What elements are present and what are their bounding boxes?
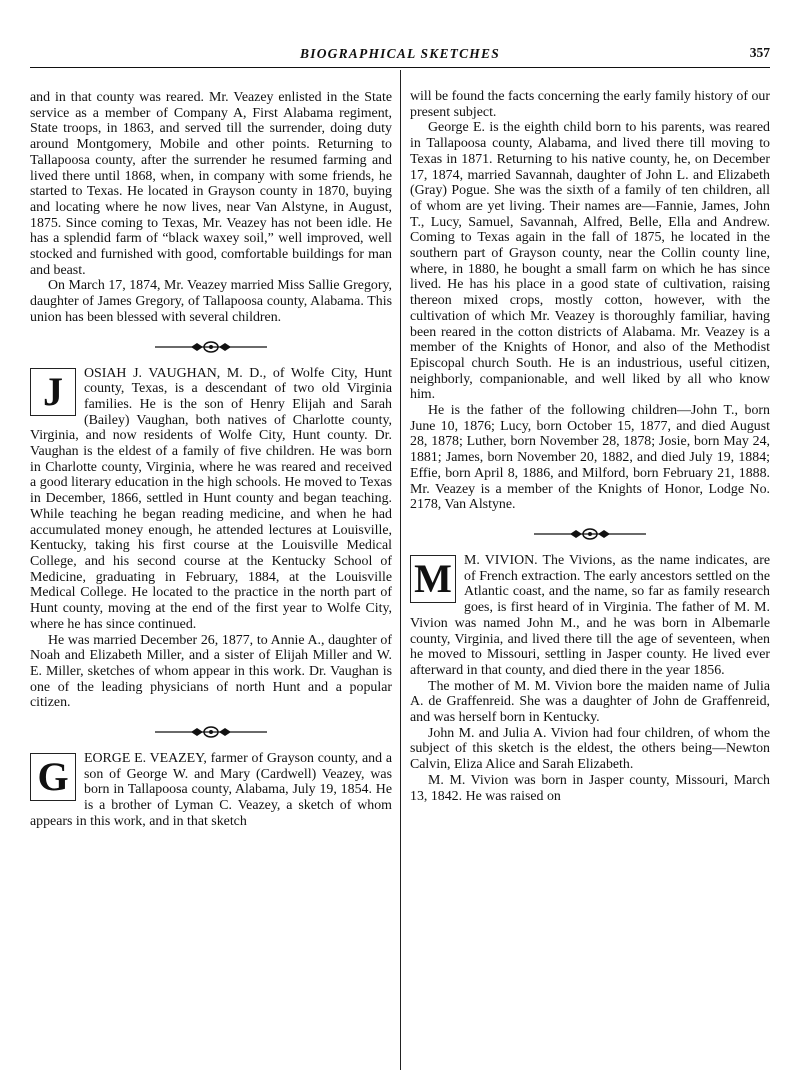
page-header	[30, 44, 770, 66]
paragraph: M. M. Vivion was born in Jasper county, Missouri, March 13, 1842. He was raised on	[410, 772, 770, 804]
drop-cap: M	[410, 555, 456, 603]
section-ornament	[410, 519, 770, 549]
paragraph: will be found the facts concerning the early family history of our present subject.	[410, 89, 770, 120]
header-rule	[30, 67, 770, 68]
paragraph: He was married December 26, 1877, to Annie A., daughter of Noah and Elizabeth Miller, and a sister of Elijah Miller and W. E. Miller, sketches of whom appear in this work. Dr. Vaughan is one of the leading physicians of north Hunt and a popular citizen.	[30, 632, 392, 711]
sketch-vaughan	[30, 366, 392, 711]
ornament-icon	[151, 340, 271, 354]
paragraph: and in that county was reared. Mr. Veazey enlisted in the State service as a member of Company A, First Alabama regiment, State troops, in 1863, and served till the surrender, doing duty around Montgomery, Mobile and other points. Returning to Tallapoosa county, after the surrender he resumed farming and lived there until 1868, when, in company with some friends, he started to Texas. He located in Grayson county in 1870, buying and locating where he now lives, near Van Alstyne, in August, 1875. Since coming to Texas, Mr. Veazey has not been idle. He has a splendid farm of “black waxey soil,” well improved, well stocked and furnished with good, comfortable buildings for man and beast.	[30, 90, 392, 278]
column-divider	[400, 70, 401, 1070]
running-title: BIOGRAPHICAL SKETCHES	[300, 46, 500, 61]
paragraph: George E. is the eighth child born to his parents, was reared in Tallapoosa county, Alabama, and lived there till moving to Texas in 1871. Returning to his native county, he, on December 17, 1874, married Savannah, daughter of John L. and Elizabeth (Gray) Pogue. She was the sixth of a family of ten children, all of whom are yet living. Their names are—Fannie, James, John T., Lucy, Samuel, Savannah, Alfred, Belle, Ella and Andrew. Coming to Texas again in the fall of 1875, he located in the southern part of Grayson county, near the Collin county line, where, in 1880, he bought a small farm on which he has since lived. He has his place in a good state of cultivation, raising thereon mixed crops, mostly cotton, however, with the cultivation of which Mr. Veazey is thoroughly familiar, having been reared in the cotton districts of Alabama. Mr. Veazey is a member of the Knights of Honor, and also of the Methodist Episcopal church South. He is an industrious, useful citizen, neighborly, companionable, and well liked by all who know him.	[410, 120, 770, 403]
sketch-vivion	[410, 553, 770, 804]
paragraph: On March 17, 1874, Mr. Veazey married Miss Sallie Gregory, daughter of James Gregory, of Tallapoosa county, Alabama. This union has been blessed with several children.	[30, 278, 392, 325]
section-ornament	[30, 717, 392, 747]
section-ornament	[30, 332, 392, 362]
paragraph: M. VIVION. The Vivions, as the name indicates, are of French extraction. The early ancestors settled on the Atlantic coast, and the name, so far as family research goes, is first heard of in Virginia. The father of M. M. Vivion was named John M., and he was born in Albemarle county, Virginia, and lived there till the age of seventeen, when he moved to Missouri, settling in Jasper county. He lived ever afterward in that county, and died there in the year 1856.	[410, 552, 770, 678]
paragraph: John M. and Julia A. Vivion had four children, of whom the subject of this sketch is the eldest, the others being—Newton Calvin, Eliza Alice and Sarah Elizabeth.	[410, 725, 770, 773]
ornament-icon	[530, 527, 650, 541]
paragraph: EORGE E. VEAZEY, farmer of Grayson county, and a son of George W. and Mary (Cardwell) Veazey, was born in Tallapoosa county, Alabama, July 19, 1854. He is a brother of Lyman C. Veazey, a sketch of whom appears in this work, and in that sketch	[30, 751, 392, 829]
page-number: 357	[749, 45, 770, 60]
sketch-george-veazey	[30, 751, 392, 830]
drop-cap: J	[30, 368, 76, 416]
ornament-icon	[151, 725, 271, 739]
right-column	[410, 89, 770, 804]
drop-cap: G	[30, 753, 76, 801]
left-column	[30, 90, 392, 830]
paragraph: The mother of M. M. Vivion bore the maiden name of Julia A. de Graffenreid. She was a daughter of John de Graffenreid, and was herself born in Kentucky.	[410, 678, 770, 726]
paragraph: He is the father of the following children—John T., born June 10, 1876; Lucy, born October 15, 1877, and died August 28, 1878; Luther, born November 28, 1878; Josie, born May 24, 1881; James, born November 20, 1882, and died July 19, 1884; Effie, born April 8, 1886, and Milford, born February 21, 1888. Mr. Veazey is a member of the Knights of Honor, Lodge No. 2178, Van Alstyne.	[410, 403, 770, 513]
paragraph: OSIAH J. VAUGHAN, M. D., of Wolfe City, Hunt county, Texas, is a descendant of two old Virginia families. He is the son of Henry Elijah and Sarah (Bailey) Vaughan, both natives of Charlotte county, Virginia, and now residents of Wolfe City, Hunt county. Dr. Vaughan is the eldest of a family of five children. He was born in Charlotte county, Virginia, where he was reared and received a good literary education in the high schools. He moved to Texas in December, 1866, settled in Hunt county and began teaching. While teaching he began reading medicine, and when he had accumulated money enough, he attended lectures at Louisville, Kentucky, taking his first course at the Louisville Medical College, and his second course at the Kentucky School of Medicine, graduating in February, 1884, at the Louisville Medical College. He located to the practice in the north part of Hunt county, moving at the end of the first year to Wolfe City, where he has since continued.	[30, 365, 392, 632]
